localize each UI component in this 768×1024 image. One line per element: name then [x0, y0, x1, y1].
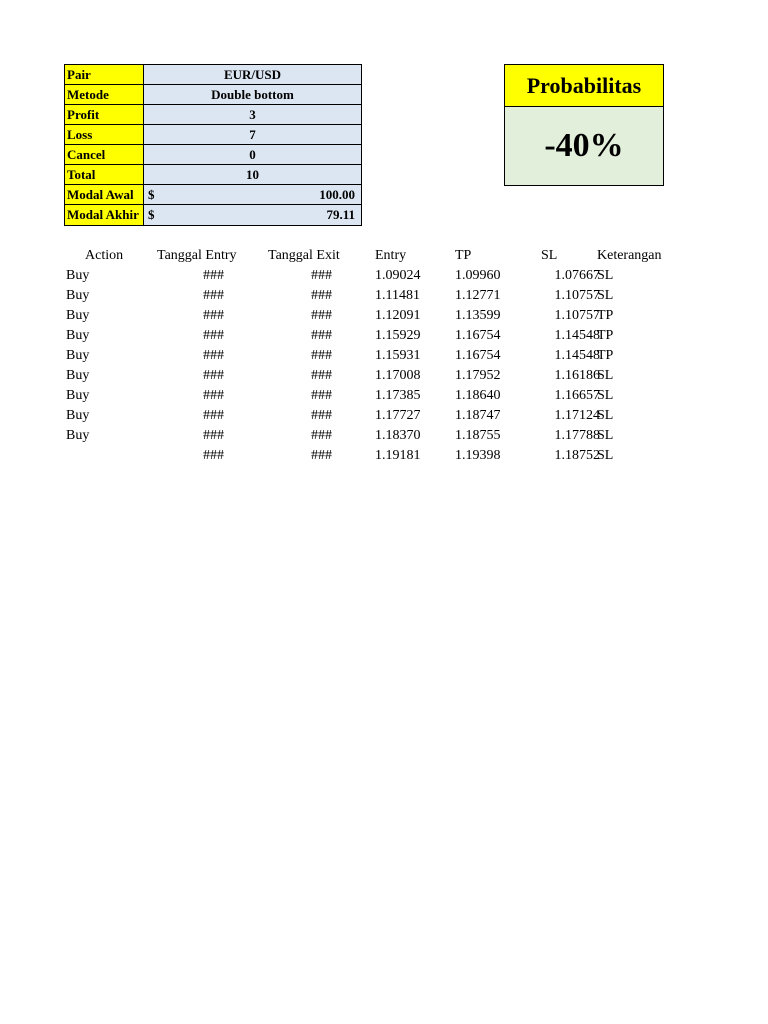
cancel-value[interactable]: 0 [144, 145, 361, 164]
header-keterangan[interactable]: Keterangan [597, 248, 662, 263]
table-row [64, 266, 684, 286]
cell-sl[interactable]: 1.07667 [554, 268, 600, 283]
cell-action[interactable]: Buy [66, 308, 90, 323]
cell-keterangan[interactable]: SL [597, 388, 614, 403]
table-row [64, 286, 684, 306]
cell-keterangan[interactable]: SL [597, 288, 614, 303]
table-row [64, 346, 684, 366]
cell-sl[interactable]: 1.14548 [554, 348, 600, 363]
probabilitas-value[interactable]: -40% [505, 107, 663, 185]
table-row [64, 306, 684, 326]
cell-keterangan[interactable]: SL [597, 408, 614, 423]
header-tanggal-exit[interactable]: Tanggal Exit [268, 248, 340, 263]
cell-entry[interactable]: 1.15931 [375, 348, 421, 363]
summary-row-profit [65, 105, 361, 125]
summary-row-modal-akhir [65, 205, 361, 225]
cell-keterangan[interactable]: TP [597, 308, 614, 323]
cell-entry[interactable]: 1.17008 [375, 368, 421, 383]
cell-tanggal-entry[interactable]: ### [203, 448, 224, 463]
cell-sl[interactable]: 1.17124 [554, 408, 600, 423]
trades-table [64, 246, 684, 466]
cell-sl[interactable]: 1.14548 [554, 328, 600, 343]
table-row [64, 406, 684, 426]
cell-entry[interactable]: 1.19181 [375, 448, 421, 463]
cell-tanggal-entry[interactable]: ### [203, 368, 224, 383]
table-row [64, 366, 684, 386]
cell-sl[interactable]: 1.10757 [554, 308, 600, 323]
cell-action[interactable]: Buy [66, 368, 90, 383]
cell-entry[interactable]: 1.12091 [375, 308, 421, 323]
header-tanggal-entry[interactable]: Tanggal Entry [157, 248, 237, 263]
summary-row-metode [65, 85, 361, 105]
cell-keterangan[interactable]: SL [597, 268, 614, 283]
cell-action[interactable]: Buy [66, 428, 90, 443]
cell-sl[interactable]: 1.17788 [554, 428, 600, 443]
summary-table [64, 64, 362, 226]
cell-tanggal-entry[interactable]: ### [203, 428, 224, 443]
cell-tanggal-exit[interactable]: ### [311, 348, 332, 363]
cell-tanggal-exit[interactable]: ### [311, 408, 332, 423]
cell-entry[interactable]: 1.09024 [375, 268, 421, 283]
cell-tanggal-entry[interactable]: ### [203, 348, 224, 363]
cell-sl[interactable]: 1.16657 [554, 388, 600, 403]
cell-sl[interactable]: 1.18752 [554, 448, 600, 463]
total-value[interactable]: 10 [144, 165, 361, 184]
cell-tp[interactable]: 1.16754 [455, 328, 501, 343]
cell-tanggal-entry[interactable]: ### [203, 328, 224, 343]
cell-action[interactable]: Buy [66, 408, 90, 423]
loss-label[interactable]: Loss [65, 125, 144, 144]
total-label[interactable]: Total [65, 165, 144, 184]
probabilitas-box [504, 64, 664, 186]
cell-entry[interactable]: 1.15929 [375, 328, 421, 343]
summary-row-pair [65, 65, 361, 85]
cell-tp[interactable]: 1.12771 [455, 288, 501, 303]
trades-body [64, 266, 684, 466]
cell-action[interactable]: Buy [66, 268, 90, 283]
cell-tanggal-exit[interactable]: ### [311, 288, 332, 303]
cell-tp[interactable]: 1.17952 [455, 368, 501, 383]
metode-value[interactable]: Double bottom [144, 85, 361, 104]
summary-row-total [65, 165, 361, 185]
modal-awal-label[interactable]: Modal Awal [65, 185, 144, 204]
header-entry[interactable]: Entry [375, 248, 407, 263]
cell-keterangan[interactable]: TP [597, 328, 614, 343]
cell-sl[interactable]: 1.10757 [554, 288, 600, 303]
cell-action[interactable]: Buy [66, 288, 90, 303]
cell-tanggal-exit[interactable]: ### [311, 328, 332, 343]
modal-akhir-label[interactable]: Modal Akhir [65, 205, 144, 225]
cell-tp[interactable]: 1.18747 [455, 408, 501, 423]
cell-action[interactable]: Buy [66, 388, 90, 403]
cell-tanggal-exit[interactable]: ### [311, 448, 332, 463]
cell-action[interactable]: Buy [66, 348, 90, 363]
trades-header-row [64, 246, 684, 266]
metode-label[interactable]: Metode [65, 85, 144, 104]
table-row [64, 386, 684, 406]
summary-row-modal-awal [65, 185, 361, 205]
cell-tp[interactable]: 1.19398 [455, 448, 501, 463]
cell-keterangan[interactable]: TP [597, 348, 614, 363]
cell-tanggal-entry[interactable]: ### [203, 268, 224, 283]
summary-row-cancel [65, 145, 361, 165]
cell-entry[interactable]: 1.17727 [375, 408, 421, 423]
profit-value[interactable]: 3 [144, 105, 361, 124]
cell-tanggal-entry[interactable]: ### [203, 308, 224, 323]
pair-value[interactable]: EUR/USD [144, 65, 361, 84]
table-row [64, 426, 684, 446]
cell-keterangan[interactable]: SL [597, 368, 614, 383]
cell-entry[interactable]: 1.18370 [375, 428, 421, 443]
table-row [64, 446, 684, 466]
profit-label[interactable]: Profit [65, 105, 144, 124]
cell-keterangan[interactable]: SL [597, 428, 614, 443]
pair-label[interactable]: Pair [65, 65, 144, 84]
cell-sl[interactable]: 1.16186 [554, 368, 600, 383]
cell-action[interactable]: Buy [66, 328, 90, 343]
table-row [64, 326, 684, 346]
cell-tanggal-exit[interactable]: ### [311, 268, 332, 283]
cell-tanggal-exit[interactable]: ### [311, 368, 332, 383]
modal-awal-value: 100.00 [319, 187, 355, 202]
probabilitas-title[interactable]: Probabilitas [505, 65, 663, 107]
cell-tp[interactable]: 1.13599 [455, 308, 501, 323]
cell-keterangan[interactable]: SL [597, 448, 614, 463]
modal-akhir-cell[interactable] [144, 205, 361, 225]
modal-awal-cell[interactable] [144, 185, 361, 204]
cell-tanggal-exit[interactable]: ### [311, 428, 332, 443]
cell-tanggal-exit[interactable]: ### [311, 388, 332, 403]
cell-tp[interactable]: 1.09960 [455, 268, 501, 283]
cell-tanggal-entry[interactable]: ### [203, 408, 224, 423]
header-sl[interactable]: SL [541, 248, 558, 263]
summary-row-loss [65, 125, 361, 145]
cell-tanggal-entry[interactable]: ### [203, 388, 224, 403]
cancel-label[interactable]: Cancel [65, 145, 144, 164]
header-action[interactable]: Action [85, 248, 124, 263]
cell-entry[interactable]: 1.11481 [375, 288, 420, 303]
header-tp[interactable]: TP [455, 248, 472, 263]
cell-tp[interactable]: 1.16754 [455, 348, 501, 363]
loss-value[interactable]: 7 [144, 125, 361, 144]
cell-tanggal-entry[interactable]: ### [203, 288, 224, 303]
cell-tp[interactable]: 1.18755 [455, 428, 501, 443]
cell-tp[interactable]: 1.18640 [455, 388, 501, 403]
cell-tanggal-exit[interactable]: ### [311, 308, 332, 323]
modal-akhir-currency: $ [148, 207, 155, 222]
cell-entry[interactable]: 1.17385 [375, 388, 421, 403]
modal-awal-currency: $ [148, 187, 155, 202]
modal-akhir-value: 79.11 [326, 207, 355, 222]
